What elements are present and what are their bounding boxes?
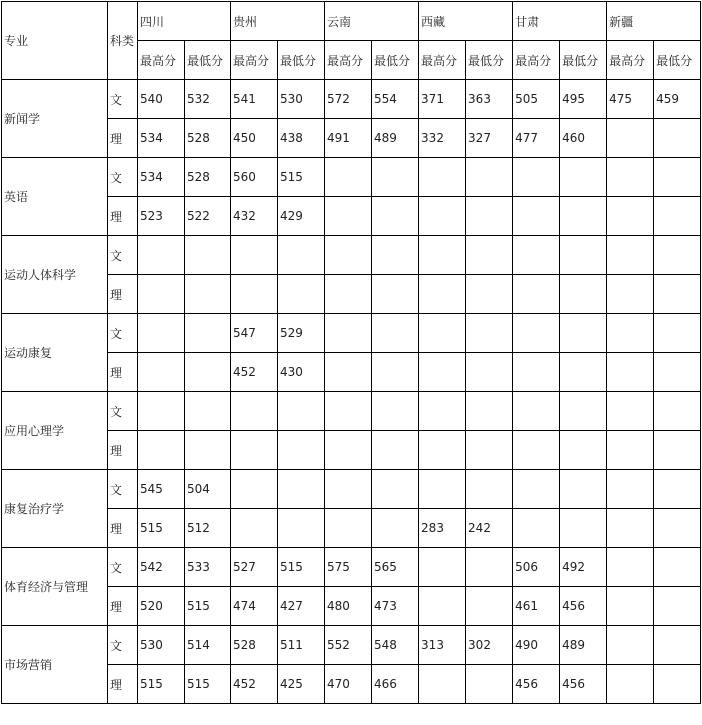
table-row: [2, 158, 701, 197]
high-score-cell: [231, 470, 278, 509]
low-score-cell: 327: [466, 119, 513, 158]
low-score-cell: [560, 197, 607, 236]
high-score-cell: [419, 470, 466, 509]
low-score-cell: 565: [372, 548, 419, 587]
category-cell: 理: [108, 587, 138, 626]
category-cell: 文: [108, 392, 138, 431]
high-score-cell: 432: [231, 197, 278, 236]
low-score-cell: 514: [185, 626, 231, 665]
high-score-cell: [419, 392, 466, 431]
low-score-cell: [466, 275, 513, 314]
low-score-cell: [654, 119, 701, 158]
high-score-cell: [607, 392, 654, 431]
high-score-cell: [419, 314, 466, 353]
high-score-cell: 505: [513, 80, 560, 119]
high-score-cell: 313: [419, 626, 466, 665]
low-score-cell: [278, 275, 325, 314]
low-score-cell: 533: [185, 548, 231, 587]
table-row: [2, 314, 701, 353]
low-score-cell: [278, 431, 325, 470]
high-score-cell: [138, 353, 185, 392]
low-score-cell: [560, 431, 607, 470]
high-score-cell: 528: [231, 626, 278, 665]
high-score-cell: 461: [513, 587, 560, 626]
low-score-cell: 429: [278, 197, 325, 236]
high-score-cell: [607, 353, 654, 392]
category-cell: 文: [108, 470, 138, 509]
low-score-cell: [466, 470, 513, 509]
low-score-cell: [185, 236, 231, 275]
high-score-cell: 545: [138, 470, 185, 509]
low-score-cell: [466, 392, 513, 431]
header-low-score: 最低分: [654, 41, 701, 80]
low-score-cell: 242: [466, 509, 513, 548]
header-high-score: 最高分: [138, 41, 185, 80]
header-high-score: 最高分: [325, 41, 372, 80]
header-major: 专业: [2, 2, 108, 80]
high-score-cell: 491: [325, 119, 372, 158]
high-score-cell: [325, 158, 372, 197]
category-cell: 理: [108, 353, 138, 392]
high-score-cell: 523: [138, 197, 185, 236]
low-score-cell: 528: [185, 119, 231, 158]
high-score-cell: 515: [138, 509, 185, 548]
category-cell: 理: [108, 509, 138, 548]
high-score-cell: [138, 392, 185, 431]
low-score-cell: 425: [278, 665, 325, 704]
low-score-cell: [185, 275, 231, 314]
high-score-cell: [419, 197, 466, 236]
header-high-score: 最高分: [231, 41, 278, 80]
high-score-cell: [325, 236, 372, 275]
low-score-cell: [372, 392, 419, 431]
high-score-cell: 534: [138, 158, 185, 197]
low-score-cell: [654, 236, 701, 275]
low-score-cell: [372, 275, 419, 314]
high-score-cell: [607, 275, 654, 314]
table-row: [2, 626, 701, 665]
major-name-cell: 运动人体科学: [2, 236, 108, 314]
low-score-cell: [185, 431, 231, 470]
low-score-cell: [466, 353, 513, 392]
low-score-cell: [372, 236, 419, 275]
low-score-cell: [560, 314, 607, 353]
high-score-cell: 540: [138, 80, 185, 119]
high-score-cell: 490: [513, 626, 560, 665]
high-score-cell: [607, 509, 654, 548]
low-score-cell: [654, 353, 701, 392]
low-score-cell: [560, 509, 607, 548]
low-score-cell: [654, 548, 701, 587]
low-score-cell: 460: [560, 119, 607, 158]
high-score-cell: 456: [513, 665, 560, 704]
high-score-cell: [419, 353, 466, 392]
low-score-cell: 512: [185, 509, 231, 548]
low-score-cell: 459: [654, 80, 701, 119]
category-cell: 理: [108, 119, 138, 158]
header-low-score: 最低分: [466, 41, 513, 80]
high-score-cell: [231, 509, 278, 548]
category-cell: 理: [108, 197, 138, 236]
high-score-cell: [138, 275, 185, 314]
high-score-cell: 552: [325, 626, 372, 665]
high-score-cell: 475: [607, 80, 654, 119]
high-score-cell: [513, 392, 560, 431]
high-score-cell: [607, 665, 654, 704]
table-row: [2, 392, 701, 431]
major-name-cell: 新闻学: [2, 80, 108, 158]
low-score-cell: 456: [560, 665, 607, 704]
low-score-cell: [278, 470, 325, 509]
category-cell: 文: [108, 80, 138, 119]
low-score-cell: 529: [278, 314, 325, 353]
low-score-cell: [372, 314, 419, 353]
region-sichuan: 四川: [138, 2, 231, 41]
low-score-cell: [654, 665, 701, 704]
low-score-cell: 489: [372, 119, 419, 158]
table-body: [2, 80, 701, 704]
high-score-cell: [325, 392, 372, 431]
high-score-cell: 572: [325, 80, 372, 119]
header-category: 科类: [108, 2, 138, 80]
low-score-cell: [560, 392, 607, 431]
category-cell: 文: [108, 626, 138, 665]
admission-score-table: [1, 1, 701, 704]
major-name-cell: 市场营销: [2, 626, 108, 704]
low-score-cell: 522: [185, 197, 231, 236]
low-score-cell: 515: [185, 665, 231, 704]
header-low-score: 最低分: [372, 41, 419, 80]
high-score-cell: [325, 470, 372, 509]
high-score-cell: [607, 470, 654, 509]
high-score-cell: [138, 314, 185, 353]
low-score-cell: 427: [278, 587, 325, 626]
category-cell: 文: [108, 314, 138, 353]
low-score-cell: [372, 509, 419, 548]
header-high-score: 最高分: [419, 41, 466, 80]
category-cell: 理: [108, 665, 138, 704]
high-score-cell: [607, 197, 654, 236]
region-xinjiang: 新疆: [607, 2, 701, 41]
low-score-cell: 528: [185, 158, 231, 197]
table-row: [2, 470, 701, 509]
high-score-cell: 452: [231, 665, 278, 704]
table-row: [2, 236, 701, 275]
category-cell: 文: [108, 158, 138, 197]
major-name-cell: 康复治疗学: [2, 470, 108, 548]
high-score-cell: [231, 275, 278, 314]
low-score-cell: 511: [278, 626, 325, 665]
high-score-cell: [513, 314, 560, 353]
high-score-cell: [607, 548, 654, 587]
header-low-score: 最低分: [185, 41, 231, 80]
high-score-cell: 541: [231, 80, 278, 119]
low-score-cell: [654, 587, 701, 626]
high-score-cell: [325, 275, 372, 314]
low-score-cell: [185, 314, 231, 353]
low-score-cell: [372, 431, 419, 470]
header-low-score: 最低分: [278, 41, 325, 80]
low-score-cell: [466, 236, 513, 275]
high-score-cell: 534: [138, 119, 185, 158]
low-score-cell: [560, 158, 607, 197]
low-score-cell: [654, 158, 701, 197]
high-score-cell: [419, 587, 466, 626]
low-score-cell: 302: [466, 626, 513, 665]
low-score-cell: 456: [560, 587, 607, 626]
high-score-cell: [419, 665, 466, 704]
header-high-score: 最高分: [607, 41, 654, 80]
high-score-cell: 450: [231, 119, 278, 158]
category-cell: 文: [108, 548, 138, 587]
low-score-cell: 489: [560, 626, 607, 665]
region-xizang: 西藏: [419, 2, 513, 41]
low-score-cell: [654, 431, 701, 470]
low-score-cell: [466, 548, 513, 587]
high-score-cell: 283: [419, 509, 466, 548]
low-score-cell: 532: [185, 80, 231, 119]
high-score-cell: 520: [138, 587, 185, 626]
high-score-cell: 452: [231, 353, 278, 392]
high-score-cell: [513, 509, 560, 548]
region-gansu: 甘肃: [513, 2, 607, 41]
high-score-cell: [325, 197, 372, 236]
low-score-cell: 430: [278, 353, 325, 392]
low-score-cell: 554: [372, 80, 419, 119]
high-score-cell: [607, 626, 654, 665]
high-score-cell: [607, 587, 654, 626]
high-score-cell: [607, 314, 654, 353]
high-score-cell: 575: [325, 548, 372, 587]
low-score-cell: [466, 665, 513, 704]
low-score-cell: [560, 275, 607, 314]
low-score-cell: [466, 587, 513, 626]
high-score-cell: 474: [231, 587, 278, 626]
low-score-cell: [654, 626, 701, 665]
low-score-cell: [560, 236, 607, 275]
low-score-cell: [560, 353, 607, 392]
high-score-cell: [513, 431, 560, 470]
high-score-cell: [607, 431, 654, 470]
low-score-cell: [278, 392, 325, 431]
major-name-cell: 运动康复: [2, 314, 108, 392]
low-score-cell: 515: [278, 158, 325, 197]
high-score-cell: 506: [513, 548, 560, 587]
header-row-regions: [2, 2, 701, 41]
high-score-cell: 332: [419, 119, 466, 158]
region-yunnan: 云南: [325, 2, 419, 41]
high-score-cell: [513, 158, 560, 197]
high-score-cell: [231, 236, 278, 275]
high-score-cell: 547: [231, 314, 278, 353]
low-score-cell: [654, 275, 701, 314]
high-score-cell: 515: [138, 665, 185, 704]
low-score-cell: [654, 470, 701, 509]
low-score-cell: [560, 470, 607, 509]
low-score-cell: [278, 509, 325, 548]
major-name-cell: 应用心理学: [2, 392, 108, 470]
high-score-cell: [138, 236, 185, 275]
high-score-cell: 527: [231, 548, 278, 587]
low-score-cell: 504: [185, 470, 231, 509]
high-score-cell: 560: [231, 158, 278, 197]
high-score-cell: [419, 158, 466, 197]
low-score-cell: 438: [278, 119, 325, 158]
low-score-cell: [466, 197, 513, 236]
table-row: [2, 80, 701, 119]
high-score-cell: 477: [513, 119, 560, 158]
header-low-score: 最低分: [560, 41, 607, 80]
low-score-cell: [654, 509, 701, 548]
low-score-cell: [185, 353, 231, 392]
high-score-cell: 530: [138, 626, 185, 665]
low-score-cell: [654, 314, 701, 353]
high-score-cell: [513, 275, 560, 314]
low-score-cell: 495: [560, 80, 607, 119]
high-score-cell: [419, 275, 466, 314]
high-score-cell: 480: [325, 587, 372, 626]
high-score-cell: [325, 314, 372, 353]
high-score-cell: [513, 353, 560, 392]
table-row: [2, 548, 701, 587]
high-score-cell: 371: [419, 80, 466, 119]
high-score-cell: [231, 431, 278, 470]
low-score-cell: 530: [278, 80, 325, 119]
header-high-score: 最高分: [513, 41, 560, 80]
low-score-cell: [372, 353, 419, 392]
category-cell: 文: [108, 236, 138, 275]
low-score-cell: [466, 431, 513, 470]
high-score-cell: 542: [138, 548, 185, 587]
low-score-cell: [654, 197, 701, 236]
major-name-cell: 体育经济与管理: [2, 548, 108, 626]
low-score-cell: 548: [372, 626, 419, 665]
high-score-cell: [231, 392, 278, 431]
high-score-cell: [325, 431, 372, 470]
high-score-cell: [419, 431, 466, 470]
high-score-cell: [607, 236, 654, 275]
region-guizhou: 贵州: [231, 2, 325, 41]
low-score-cell: [372, 158, 419, 197]
high-score-cell: [325, 509, 372, 548]
low-score-cell: [372, 197, 419, 236]
low-score-cell: [278, 236, 325, 275]
low-score-cell: [372, 470, 419, 509]
high-score-cell: [419, 548, 466, 587]
low-score-cell: 473: [372, 587, 419, 626]
category-cell: 理: [108, 431, 138, 470]
high-score-cell: [419, 236, 466, 275]
low-score-cell: [466, 314, 513, 353]
high-score-cell: [138, 431, 185, 470]
low-score-cell: 515: [278, 548, 325, 587]
low-score-cell: [185, 392, 231, 431]
high-score-cell: [607, 119, 654, 158]
major-name-cell: 英语: [2, 158, 108, 236]
high-score-cell: [513, 197, 560, 236]
high-score-cell: [513, 470, 560, 509]
low-score-cell: 515: [185, 587, 231, 626]
low-score-cell: 363: [466, 80, 513, 119]
high-score-cell: [607, 158, 654, 197]
low-score-cell: 466: [372, 665, 419, 704]
category-cell: 理: [108, 275, 138, 314]
low-score-cell: 492: [560, 548, 607, 587]
low-score-cell: [466, 158, 513, 197]
high-score-cell: [325, 353, 372, 392]
high-score-cell: 470: [325, 665, 372, 704]
high-score-cell: [513, 236, 560, 275]
low-score-cell: [654, 392, 701, 431]
